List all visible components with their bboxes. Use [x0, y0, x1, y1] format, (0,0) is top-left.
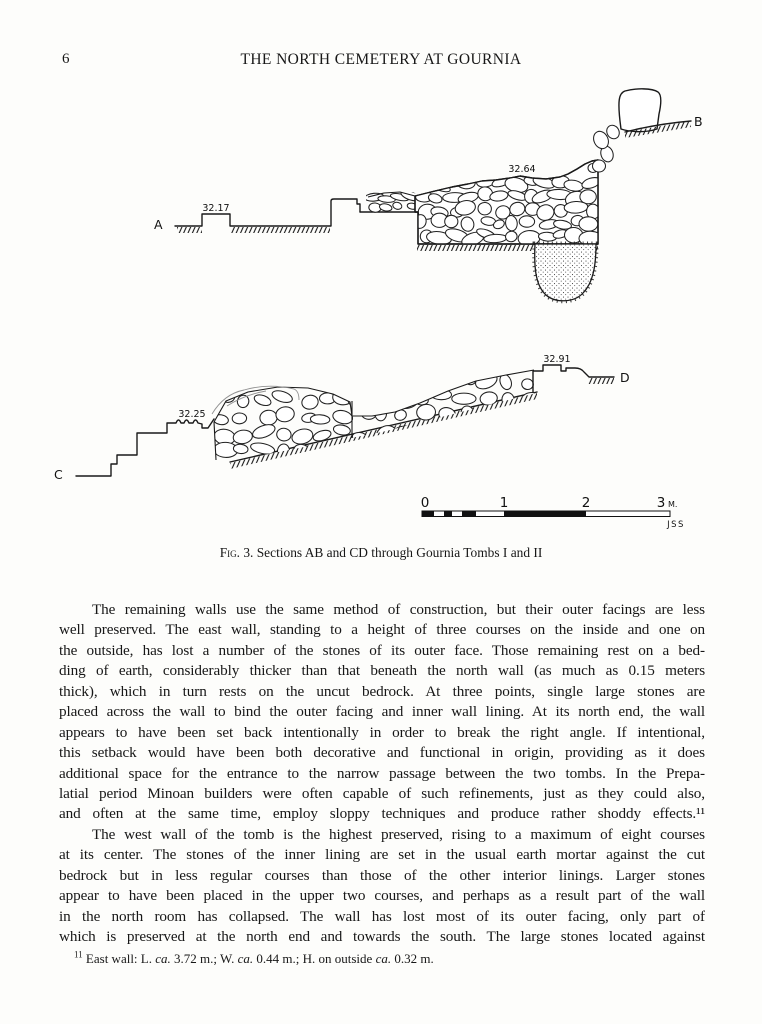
text-line: latial period Minoan builders were often capable of such refinements, just as they could also,: [59, 784, 705, 802]
footnote: [59, 951, 705, 967]
scale-unit: M.: [668, 500, 678, 509]
text-line: The remaining walls use the same method of construction, but their outer facings are less: [92, 601, 705, 618]
page-number: 6: [62, 51, 70, 67]
text-line: the outside, has lost a number of the stones of its outer face. Those remaining rest on a bed-: [59, 641, 705, 659]
paragraph: [59, 600, 705, 825]
text-line: appears to have been set back intentionally in order to break the right angle. If intentional,: [59, 723, 705, 741]
figure-caption: [0, 545, 762, 561]
text-line: at its center. The stones of the inner lining are set in the usual earth mortar against the cut: [59, 846, 705, 864]
scale-bar: [421, 495, 685, 530]
elevation-cd-right: 32.91: [543, 354, 571, 365]
sections-svg: [0, 80, 762, 540]
text-line: placed across the wall to bind the outer facing and inner wall lining. At its north end, the wall: [59, 703, 705, 721]
text-line: this setback would have been both decorative and functional in origin, providing as it does: [59, 744, 705, 762]
figure-sections-drawing: [0, 80, 762, 540]
elevation-ab-right: 32.64: [508, 164, 536, 175]
illustrator-initials: JSS: [667, 520, 685, 530]
text-line: The west wall of the tomb is the highest preserved, rising to a maximum of eight courses: [92, 825, 705, 843]
footnote-text: $^{11}$ East wall: L. ca. 3.72 m.; W. ca. 0.44 m.; H. on outside ca. 0.32 m.: [74, 949, 434, 966]
section-label-c: C: [54, 467, 63, 482]
elevation-cd-left: 32.25: [178, 409, 206, 420]
section-label-b: B: [694, 114, 703, 129]
cascade-stones: [588, 123, 622, 173]
text-line: bedrock but in less regular courses than those of the other interior linings. Larger stones: [59, 866, 705, 884]
scale-tick-2: 2: [581, 495, 591, 511]
text-line: additional space for the entrance to the narrow passage between the two tombs. In the Prepa-: [59, 764, 705, 782]
section-label-a: A: [154, 217, 163, 232]
caption-label: Fig. 3.: [219, 545, 254, 560]
scale-tick-3: 3: [656, 495, 666, 511]
caption-text: Sections AB and CD through Gournia Tombs I and II: [256, 545, 543, 560]
scale-tick-0: 0: [420, 495, 430, 511]
text-line: well preserved. The east wall, standing to a height of three courses on the inside and one on: [59, 621, 705, 639]
paragraph: [59, 825, 705, 948]
text-line: which is preserved at the north end and towards the south. The large stones located against: [59, 928, 705, 945]
section-ab-drawing: [154, 89, 703, 301]
section-cd-drawing: [54, 354, 630, 482]
elevation-ab-left: 32.17: [202, 203, 230, 214]
wall-stones-ab: [413, 171, 604, 248]
text-line: appear to have been placed in the upper two courses, and perhaps as a result part of the wall: [59, 887, 705, 905]
text-line: thick), which in turn rests on the uncut bedrock. At three points, single large stones are: [59, 682, 705, 700]
scale-tick-1: 1: [499, 495, 509, 511]
body-text: [59, 600, 705, 947]
text-line: ding of earth, considerably thicker than that beneath the north wall (as much as 0.15 meters: [59, 662, 705, 680]
running-title: THE NORTH CEMETERY AT GOURNIA: [240, 51, 522, 68]
text-line: in the north room has collapsed. The wall has lost most of its outer facing, only part of: [59, 907, 705, 925]
section-label-d: D: [620, 370, 630, 385]
text-line: and often at the same time, employ sloppy techniques and produce rather shoddy effects.¹¹: [59, 805, 705, 823]
